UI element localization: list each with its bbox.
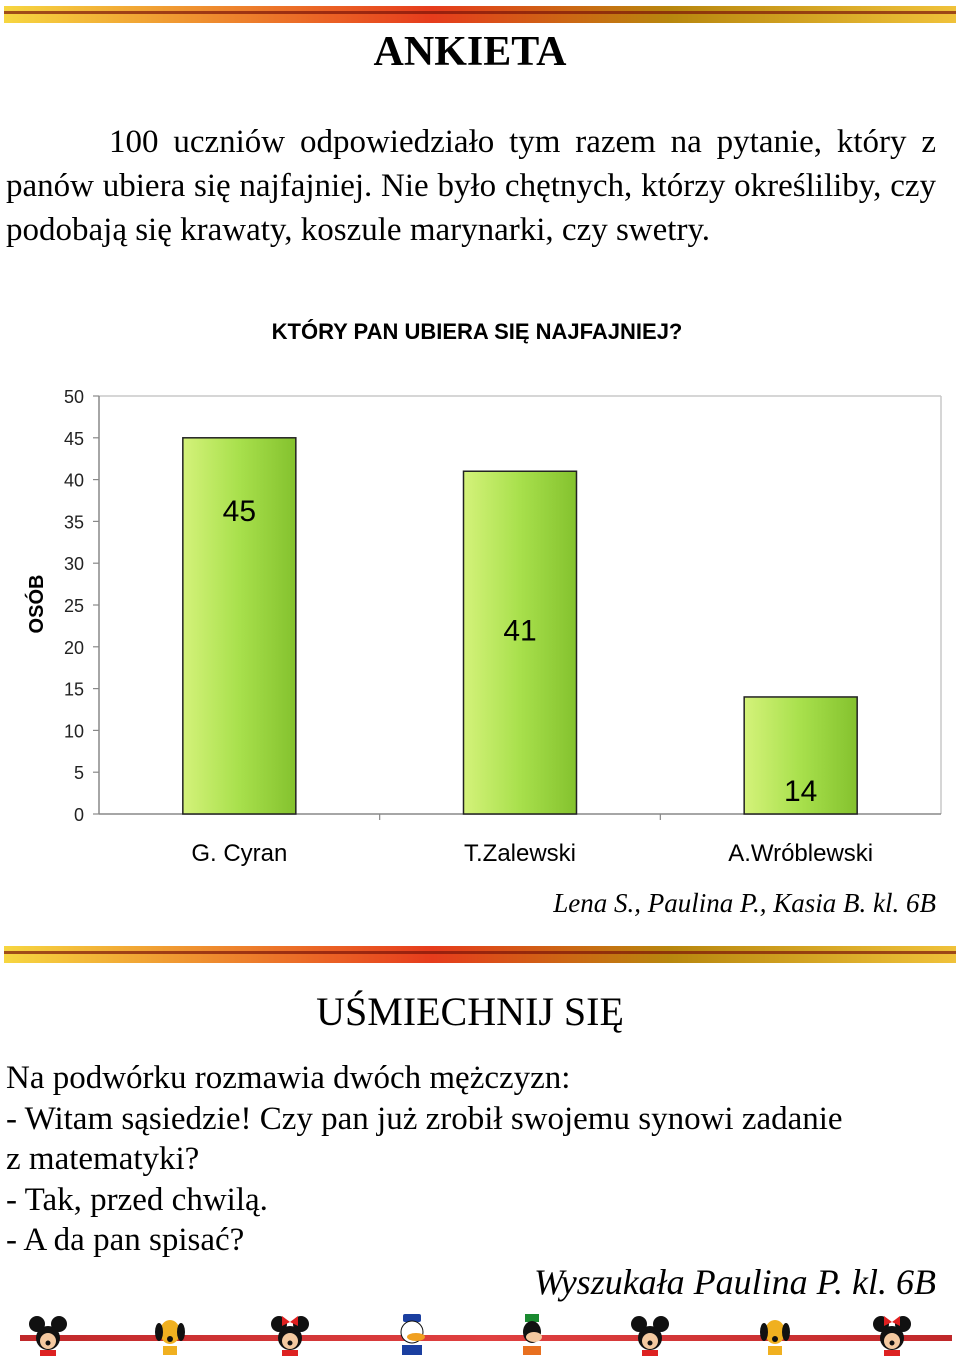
pluto-icon	[755, 1312, 795, 1356]
survey-credit: Lena S., Paulina P., Kasia B. kl. 6B	[553, 888, 936, 918]
joke-line: Na podwórku rozmawia dwóch mężczyzn:	[6, 1060, 571, 1096]
y-axis-label: OSÓB	[26, 574, 48, 634]
middle-divider	[4, 946, 956, 963]
y-tick-label: 40	[63, 470, 84, 491]
y-tick-label: 35	[63, 512, 84, 533]
pluto-icon	[150, 1312, 190, 1356]
bar-value-label: 45	[222, 495, 257, 529]
top-divider	[4, 6, 956, 23]
bar-chart	[0, 370, 960, 880]
bar-value-label: 41	[503, 614, 537, 648]
footer-border	[0, 1312, 960, 1360]
category-label: G. Cyran	[191, 840, 288, 867]
joke-line: - A da pan spisać?	[6, 1222, 245, 1258]
y-tick-label: 20	[63, 637, 84, 658]
mickey-icon	[28, 1312, 68, 1356]
category-label: A.Wróblewski	[728, 840, 874, 867]
bar-value-label: 14	[783, 774, 818, 808]
minnie-icon	[872, 1312, 912, 1356]
y-tick-label: 45	[63, 428, 84, 449]
goofy-icon	[512, 1312, 552, 1356]
y-tick-label: 25	[63, 596, 84, 616]
page-title: ANKIETA	[373, 29, 567, 75]
joke-text	[6, 1058, 843, 1261]
joke-line: - Witam sąsiedzie! Czy pan już zrobił swojemu synowi zadanie	[6, 1100, 843, 1137]
chart-title-text: KTÓRY PAN UBIERA SIĘ NAJFAJNIEJ?	[271, 319, 683, 344]
y-tick-label: 0	[73, 805, 84, 825]
chart-title	[0, 319, 960, 345]
y-tick-label: 10	[63, 721, 84, 742]
joke-line: - Tak, przed chwilą.	[6, 1181, 268, 1218]
donald-icon	[392, 1312, 432, 1356]
category-label: T.Zalewski	[463, 840, 577, 867]
joke-credit: Wyszukała Paulina P. kl. 6B	[534, 1262, 936, 1302]
y-tick-label: 5	[73, 763, 84, 784]
minnie-icon	[270, 1312, 310, 1356]
joke-line: z matematyki?	[6, 1141, 200, 1177]
joke-heading: UŚMIECHNIJ SIĘ	[316, 989, 624, 1034]
y-tick-label: 30	[63, 554, 84, 575]
mickey-icon	[630, 1312, 670, 1356]
y-tick-label: 15	[63, 679, 84, 700]
intro-paragraph: 100 uczniów odpowiedziało tym razem na pytanie, który z panów ubiera się najfajniej. Nie było chętnych, którzy określiliby, czy podobają się krawaty, koszule marynarki, czy swetry.	[6, 124, 936, 248]
y-tick-label: 50	[63, 387, 84, 407]
